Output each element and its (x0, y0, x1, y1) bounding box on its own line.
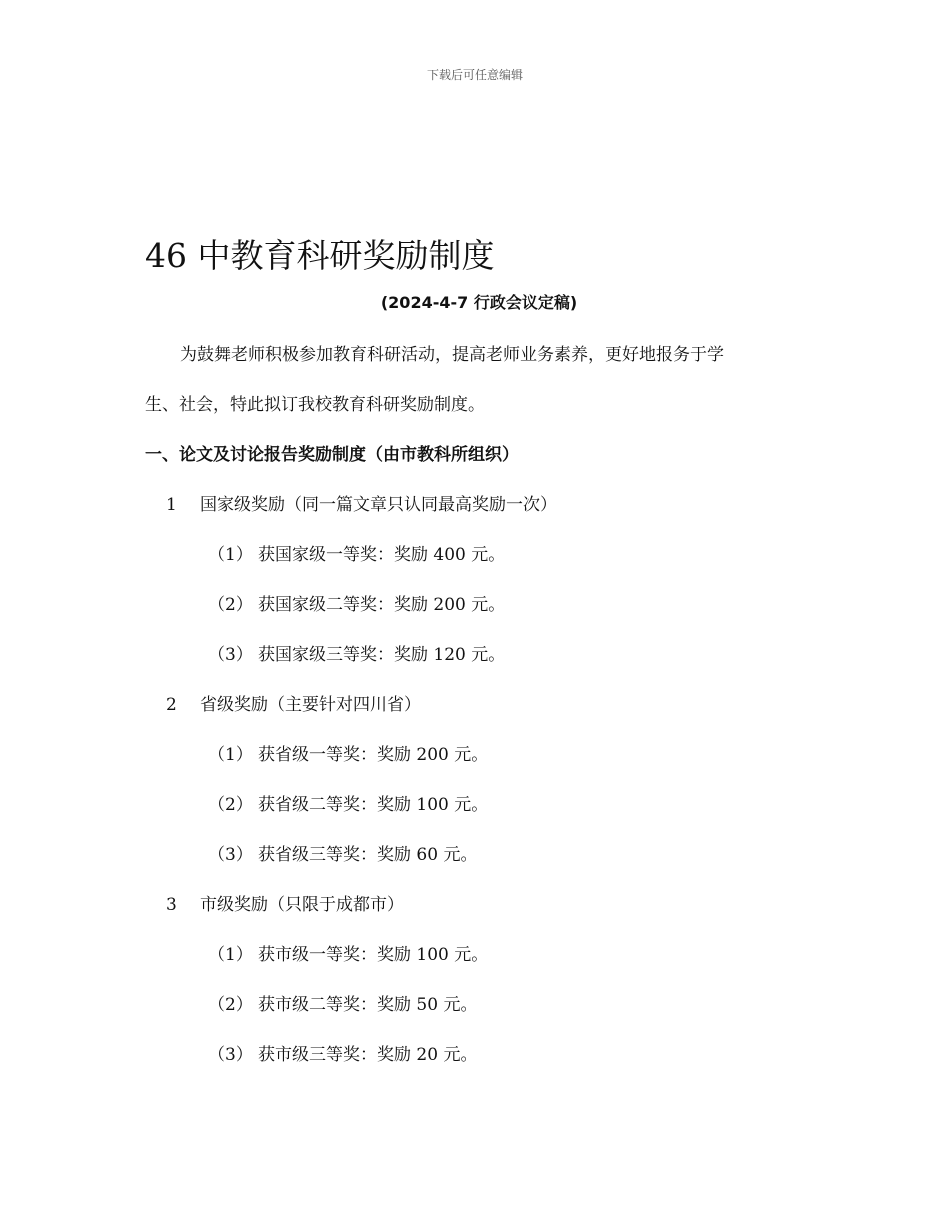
award-item (208, 1040, 477, 1065)
award-text: 获省级一等奖：奖励 200 元。 (258, 745, 489, 765)
document-title: 46 中教育科研奖励制度 (145, 236, 495, 275)
award-index: （1） (208, 545, 253, 565)
award-text: 获国家级二等奖：奖励 200 元。 (258, 595, 506, 615)
award-index: （2） (208, 595, 253, 615)
subtitle-text: (2024-4-7 行政会议定稿) (380, 293, 578, 312)
award-item (208, 740, 488, 765)
section-heading-papers: 一、论文及讨论报告奖励制度（由市教科所组织） (145, 445, 519, 465)
award-text: 获省级二等奖：奖励 100 元。 (258, 795, 489, 815)
document-subtitle (0, 290, 950, 313)
award-text: 获市级三等奖：奖励 20 元。 (258, 1045, 478, 1065)
award-text: 获国家级一等奖：奖励 400 元。 (258, 545, 506, 565)
award-index: （1） (208, 745, 253, 765)
award-item (208, 840, 477, 865)
award-text: 获国家级三等奖：奖励 120 元。 (258, 645, 506, 665)
level-label: 国家级奖励（同一篇文章只认同最高奖励一次） (200, 495, 557, 515)
level-label: 市级奖励（只限于成都市） (200, 895, 404, 915)
award-index: （3） (208, 845, 253, 865)
page-header-note: 下载后可任意编辑 (426, 68, 523, 82)
award-item (208, 540, 505, 565)
level-number: 2 (166, 695, 177, 715)
award-index: （3） (208, 1045, 253, 1065)
award-text: 获市级一等奖：奖励 100 元。 (258, 945, 489, 965)
level-item-provincial (166, 690, 421, 715)
award-text: 获省级三等奖：奖励 60 元。 (258, 845, 478, 865)
level-label: 省级奖励（主要针对四川省） (200, 695, 421, 715)
award-item (208, 990, 477, 1015)
award-item (208, 640, 505, 665)
award-index: （2） (208, 795, 253, 815)
award-item (208, 590, 505, 615)
level-item-national (166, 490, 557, 515)
award-item (208, 940, 488, 965)
level-item-city (166, 890, 404, 915)
level-number: 3 (166, 895, 177, 915)
award-index: （2） (208, 995, 253, 1015)
award-item (208, 790, 488, 815)
intro-paragraph-line-2: 生、社会，特此拟订我校教育科研奖励制度。 (145, 395, 485, 415)
award-text: 获市级二等奖：奖励 50 元。 (258, 995, 478, 1015)
award-index: （1） (208, 945, 253, 965)
award-index: （3） (208, 645, 253, 665)
level-number: 1 (166, 495, 177, 515)
intro-paragraph-line-1: 为鼓舞老师积极参加教育科研活动，提高老师业务素养，更好地报务于学 (180, 345, 724, 365)
